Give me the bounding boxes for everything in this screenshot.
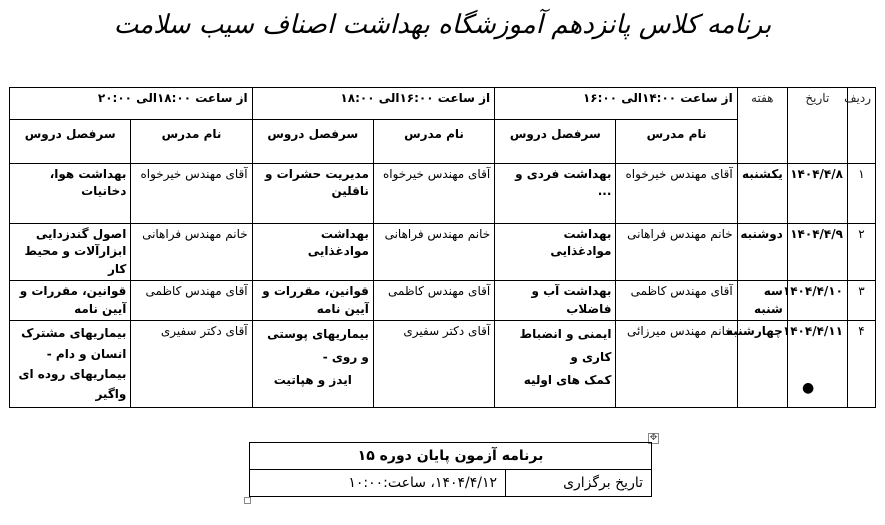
time-slot-3: از ساعت ۱۸:۰۰الی ۲۰:۰۰ [10, 88, 253, 120]
row-day: سه شنبه [737, 281, 787, 321]
paragraph-bullet: ● [802, 380, 815, 396]
course-line: اصول گندزدایی [35, 227, 127, 241]
teacher-header: نام مدرس [373, 120, 494, 164]
teacher-cell: خانم مهندس فراهانی [131, 224, 252, 281]
teacher-cell: آقای مهندس خیرخواه [373, 164, 494, 224]
course-cell: بهداشت موادغذایی [252, 224, 373, 281]
course-line: بیماریهای مشترک انسان و دام - [21, 326, 127, 361]
row-date: ۱۴۰۴/۴/۱۰ [787, 281, 847, 321]
row-date: ۱۴۰۴/۴/۹ [787, 224, 847, 281]
teacher-cell: آقای دکتر سفیری [131, 321, 252, 408]
teacher-cell: آقای مهندس کاظمی [616, 281, 737, 321]
teacher-cell: خانم مهندس فراهانی [616, 224, 737, 281]
row-day: یکشنبه [737, 164, 787, 224]
teacher-cell: آقای مهندس کاظمی [373, 281, 494, 321]
course-line: بیماریهای روده ای واگیر [18, 366, 127, 402]
table-move-handle-icon[interactable]: ✥ [649, 433, 658, 443]
course-line: بیماریهای پوستی و روی - [267, 327, 369, 364]
course-line: ابزارآلات و محیط کار [24, 244, 127, 276]
teacher-cell: آقای مهندس خیرخواه [616, 164, 737, 224]
col-header-date: تاریخ [787, 88, 847, 164]
col-header-row: ردیف [847, 88, 875, 164]
course-cell [495, 321, 616, 408]
course-cell [252, 321, 373, 408]
course-line: کمک های اولیه [523, 372, 612, 387]
time-slot-2: از ساعت ۱۶:۰۰الی ۱۸:۰۰ [252, 88, 495, 120]
course-line: ایمنی و انضباط کاری و [519, 327, 612, 364]
row-number: ۳ [847, 281, 875, 321]
course-cell [10, 224, 131, 281]
class-schedule-table [9, 87, 876, 408]
exam-schedule-table [249, 442, 652, 497]
course-cell: قوانین، مقررات و آیین نامه [252, 281, 373, 321]
teacher-cell: آقای مهندس کاظمی [131, 281, 252, 321]
course-cell: بهداشت فردی و ... [495, 164, 616, 224]
teacher-cell: خانم مهندس فراهانی [373, 224, 494, 281]
course-header: سرفصل دروس [252, 120, 373, 164]
course-header: سرفصل دروس [10, 120, 131, 164]
course-line: ایدز و هپاتیت [273, 372, 352, 387]
course-cell: قوانین، مقررات و آیین نامه [10, 281, 131, 321]
course-cell: بهداشت هوا، دخانیات [10, 164, 131, 224]
exam-date-value: ۱۴۰۴/۴/۱۲، ساعت:۱۰:۰۰ [250, 470, 506, 497]
course-cell [10, 321, 131, 408]
teacher-cell: آقای دکتر سفیری [373, 321, 494, 408]
teacher-header: نام مدرس [616, 120, 737, 164]
course-cell: بهداشت آب و فاضلاب [495, 281, 616, 321]
table-row [10, 224, 876, 281]
row-number: ۲ [847, 224, 875, 281]
table-row [10, 164, 876, 224]
exam-date-label: تاریخ برگزاری [506, 470, 652, 497]
row-day: دوشنبه [737, 224, 787, 281]
row-day: چهارشنبه [737, 321, 787, 408]
exam-title: برنامه آزمون پایان دوره ۱۵ [250, 443, 652, 470]
table-resize-handle-icon[interactable] [244, 497, 251, 504]
teacher-cell: خانم مهندس میرزائی [616, 321, 737, 408]
course-header: سرفصل دروس [495, 120, 616, 164]
page-title: برنامه کلاس پانزدهم آموزشگاه بهداشت اصناف سیب سلامت [113, 10, 772, 40]
table-row [10, 321, 876, 408]
table-row [10, 281, 876, 321]
row-number: ۱ [847, 164, 875, 224]
row-number: ۴ [847, 321, 875, 408]
course-cell: مدیریت حشرات و ناقلین [252, 164, 373, 224]
teacher-header: نام مدرس [131, 120, 252, 164]
row-date: ۱۴۰۴/۴/۱۱ [787, 321, 847, 408]
col-header-week: هفته [737, 88, 787, 164]
teacher-cell: آقای مهندس خیرخواه [131, 164, 252, 224]
course-cell: بهداشت موادغذایی [495, 224, 616, 281]
time-slot-1: از ساعت ۱۴:۰۰الی ۱۶:۰۰ [495, 88, 738, 120]
row-date: ۱۴۰۴/۴/۸ [787, 164, 847, 224]
